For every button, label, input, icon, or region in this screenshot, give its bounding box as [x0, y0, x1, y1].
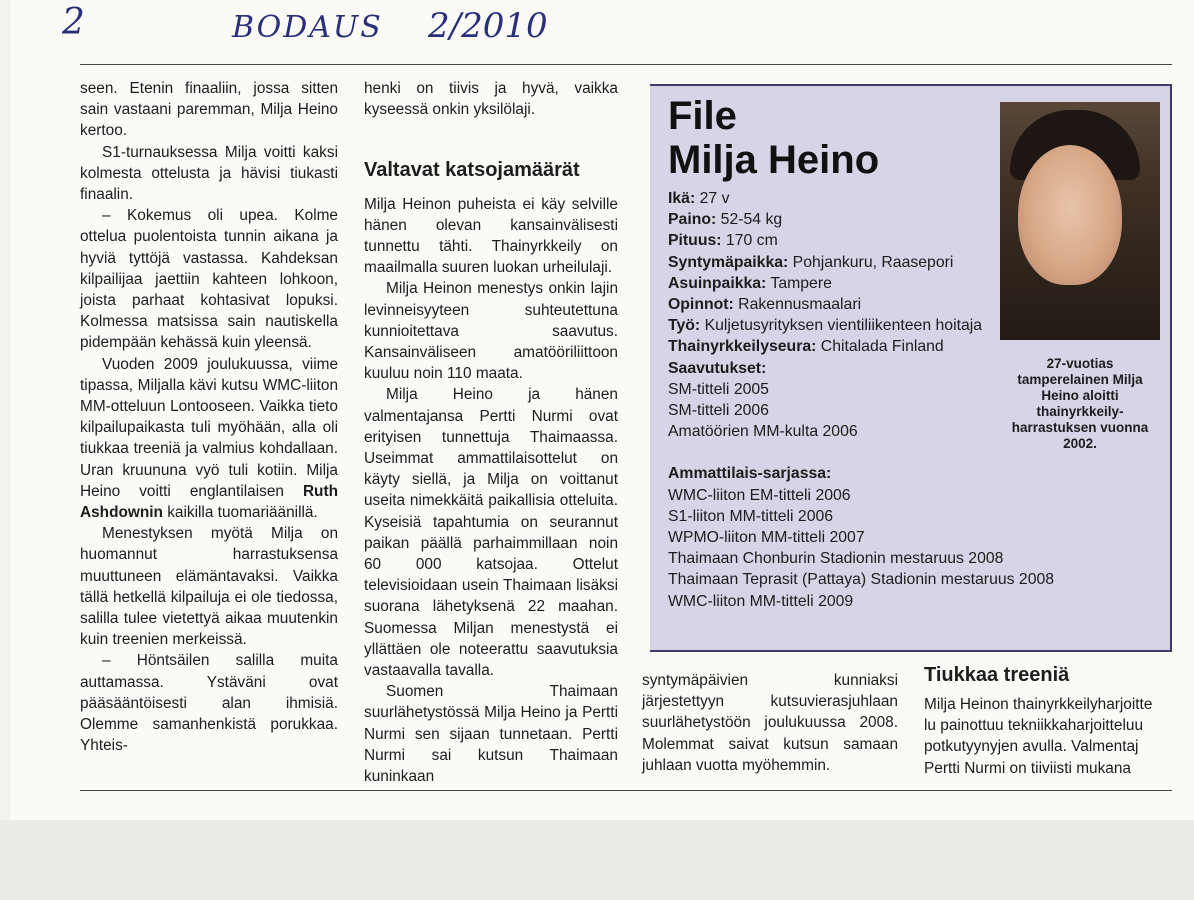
fact-value: Pohjankuru, Raasepori [788, 253, 954, 271]
pro-achievement-item: WMC-liiton EM-titteli 2006 [668, 486, 851, 504]
achievement-item: SM-titteli 2005 [668, 380, 769, 398]
top-rule [80, 64, 1172, 65]
handwritten-publication: BODAUS [232, 10, 383, 45]
fact-birthplace [668, 252, 1054, 273]
fact-value: 170 cm [721, 232, 778, 250]
paragraph: Suomen Thaimaan suurlähetystössä Milja Heino ja Pertti Nurmi sen sijaan tunnetaan. Pertti Nurmi sai kutsun Thaimaan kuninkaan [364, 683, 618, 786]
paragraph-text: kaikilla tuomariäänillä. [162, 504, 318, 522]
handwritten-page-number: 2 [62, 2, 85, 43]
bottom-rule [80, 790, 1172, 791]
article-column-2 [364, 78, 618, 787]
sidebar-text [924, 694, 1174, 779]
fact-residence [668, 273, 1054, 294]
sidebar-line: Pertti Nurmi on tiiviisti mukana [924, 759, 1131, 777]
paragraph: – Kokemus oli upea. Kolme ottelua puolentoista tunnin aikana ja hyviä tyttöjä vastassa. Kahdeksan kilpailijaa jaettiin kahteen lohkoon, joista parhaat kohtasivat lopuksi. Kolmessa matsissa sain nautiskella pidempään kehässä kuin yleensä. [80, 207, 338, 352]
fact-work [668, 315, 988, 336]
achievement-item: Amatöörien MM-kulta 2006 [668, 423, 858, 441]
fact-height [668, 230, 1054, 251]
fact-value: 52-54 kg [716, 211, 783, 229]
pro-achievement-item: Thaimaan Teprasit (Pattaya) Stadionin mestaruus 2008 [668, 571, 1055, 589]
achievements-heading: Saavutukset: [668, 359, 767, 377]
fact-label: Thainyrkkeilyseura: [668, 338, 817, 356]
fact-value: 27 v [695, 190, 730, 207]
title-line-2: Milja Heino [668, 138, 880, 182]
paragraph: henki on tiivis ja hyvä, vaikka kyseessä onkin yksilölaji. [364, 80, 618, 119]
fact-label: Opinnot: [668, 296, 734, 314]
paragraph: seen. Etenin finaaliin, jossa sitten sain vastaani paremman, Milja Heino kertoo. [80, 80, 338, 140]
fact-label: Ikä: [668, 190, 696, 207]
paragraph: Menestyksen myötä Milja on huomannut harrastuksensa muuttuneen elämäntavaksi. Vaikka tällä hetkellä kilpailuja ei ole tiedossa, salilla tulee vietettyä aikaa muutenkin kuin treenien merkeissä. [80, 525, 338, 649]
pro-achievement-item: WPMO-liiton MM-titteli 2007 [668, 529, 865, 547]
title-line-1: File [668, 94, 737, 138]
sidebar-heading: Tiukkaa treeniä [924, 664, 1070, 686]
paragraph: Milja Heinon puheista ei käy selville hänen olevan kansainvälisesti tunnettu tähti. Thainyrkkeily on maailmalla suuren luokan urheilulaji. [364, 195, 618, 277]
paragraph: syntymäpäivien kunniaksi järjestettyyn kutsuvierasjuhlaan suurlähetystöön joulukuussa 2008. Molemmat saivat kutsun samaan juhlaan vuotta myöhemmin. [642, 672, 898, 774]
fact-list [668, 188, 1054, 612]
fact-value: Kuljetusyrityksen vientiliikenteen hoitaja [700, 317, 983, 335]
sidebar-line: lu painottuu tekniikkaharjoitteluu [924, 717, 1144, 735]
pro-achievement-item: S1-liiton MM-titteli 2006 [668, 507, 834, 525]
paragraph-with-name [80, 354, 338, 524]
fact-label: Työ: [668, 317, 701, 335]
handwritten-issue: 2/2010 [428, 6, 548, 46]
pro-label [668, 463, 1054, 484]
achievements-label [668, 358, 1054, 379]
fact-label: Asuinpaikka: [668, 274, 767, 292]
opponent-name: Ruth Ashdownin [80, 482, 338, 522]
achievement-item: SM-titteli 2006 [668, 402, 769, 420]
paragraph: S1-turnauksessa Milja voitti kaksi kolmesta ottelusta ja hävisi tiukasti finaalin. [80, 143, 338, 204]
fact-label: Paino: [668, 211, 717, 229]
sidebar-line: Milja Heinon thainyrkkeilyharjoitte [924, 696, 1153, 713]
fact-label: Syntymäpaikka: [668, 253, 789, 271]
fact-weight [668, 209, 1054, 230]
fact-studies [668, 294, 1054, 315]
photo-caption: 27-vuotias tamperelainen Milja Heino aloitti thainyrkkeily-harrastuksen vuonna 2002. [1011, 356, 1149, 451]
paragraph: Milja Heino ja hänen valmentajansa Pertti Nurmi ovat erityisen tunnettuja Thaimaassa. Useimmat ammattilaisottelut on käyty siellä, ja Milja on voittanut useita nimekkäitä paikallisia otteluita. Kyseisiä tapahtumia on seurannut paikan päällä parhaimmillaan noin 60 000 katsojaa. Ottelut televisioidaan usein Thaimaan lisäksi suorana lähetyksenä 22 maahan. Suomessa Miljan menestystä ei yllättäen ole noteerattu saavutuksia vastaavalla tavalla. [364, 386, 618, 680]
fact-value: Chitalada Finland [816, 338, 944, 356]
fact-age [668, 188, 1054, 209]
fact-value: Tampere [766, 274, 832, 292]
fact-value: Rakennusmaalari [733, 296, 862, 314]
scan-background [0, 820, 1194, 900]
pro-achievement-item: WMC-liiton MM-titteli 2009 [668, 592, 854, 610]
fact-club [668, 336, 1054, 357]
pro-heading: Ammattilais-sarjassa: [668, 465, 832, 483]
paragraph: – Höntsäilen salilla muita auttamassa. Ystäväni ovat pääsääntöisesti alan ihmisiä. Olemme samanhenkistä porukkaa. Yhteis- [80, 652, 338, 755]
paragraph-text: Vuoden 2009 joulukuussa, viime tipassa, Miljalla kävi kutsu WMC-liiton MM-otteluun Lontooseen. Vaikka tieto kilpailupaikasta tuli myöhään, alla oli tiukkaa treeniä ja valmius kohdallaan. Uran kruununa vyö tuli kotiin. Milja Heino voitti englantilaisen [80, 355, 338, 500]
paragraph: Milja Heinon menestys onkin lajin levinneisyyteen suhteutettuna kunnioitettava saavutus. Kansainväliseen amatööriliittoon kuuluu noin 110 maata. [364, 280, 618, 383]
fact-box-title [668, 94, 879, 182]
pro-achievement-item: Thaimaan Chonburin Stadionin mestaruus 2008 [668, 550, 1004, 568]
article-column-3 [642, 670, 898, 776]
section-heading: Valtavat katsojamäärät [364, 159, 580, 182]
spacer [668, 442, 1054, 463]
fact-label: Pituus: [668, 232, 722, 250]
sidebar-line: potkutyynyjen avulla. Valmentaj [924, 738, 1139, 756]
article-column-1 [80, 78, 338, 757]
